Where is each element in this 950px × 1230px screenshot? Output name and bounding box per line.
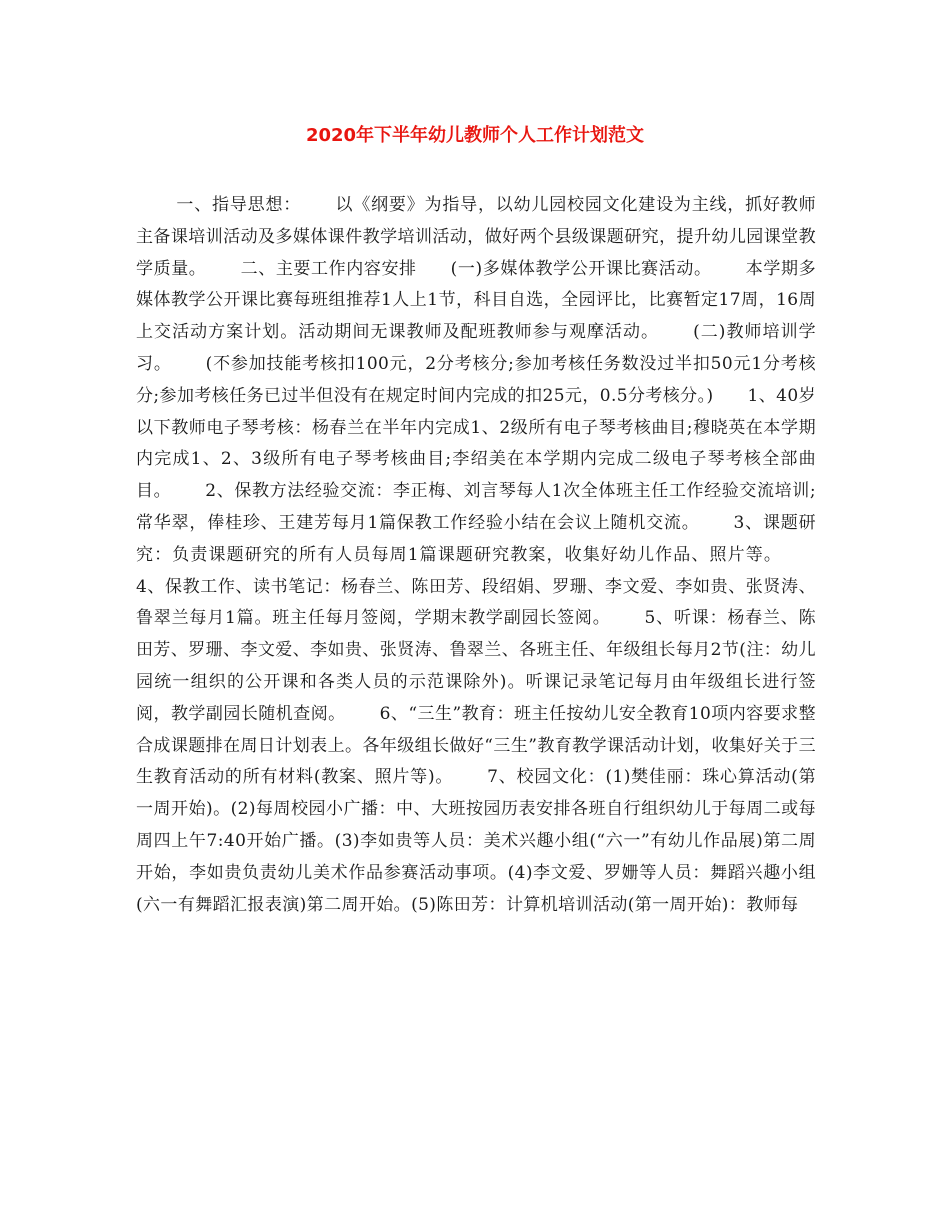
subsection-1-heading: (一)多媒体教学公开课比赛活动。 [450,258,712,279]
item-4: 4、保教工作、读书笔记：杨春兰、陈田芳、段绍娟、罗珊、李文爱、李如贵、张贤涛、鲁翠兰每月1篇。班主任每月签阅，学期末教学副园长签阅。 [136,576,816,629]
item-7: 7、校园文化：(1)樊佳丽：珠心算活动(第一周开始)。(2)每周校园小广播：中、大班按园历表安排各班自行组织幼儿于每周二或每周四上午7:40开始广播。(3)李如贵等人员：美术兴趣小组(“六一”有幼儿作品展)第二周开始，李如贵负责幼儿美术作品参赛活动事项。(4)李文爱、罗姗等人员：舞蹈兴趣小组(六一有舞蹈汇报表演)第二周开始。(5)陈田芳：计算机培训活动(第一周开始)：教师每 [136,767,816,915]
item-6: 6、“三生”教育：班主任按幼儿安全教育10项内容要求整合成课题排在周日计划表上。各年级组长做好“三生”教育教学课活动计划，收集好关于三生教育活动的所有材料(教案、照片等)。 [136,703,816,788]
subsection-2-heading: (二)教师培训学习。 [136,322,816,374]
item-2: 2、保教方法经验交流：李正梅、刘言琴每人1次全体班主任工作经验交流培训;常华翠，俸桂珍、王建芳每月1篇保教工作经验小结在会议上随机交流。 [136,481,816,533]
document-title: 2020年下半年幼儿教师个人工作计划范文 [305,125,645,146]
subsection-2-text: (不参加技能考核扣100元，2分考核分;参加考核任务数没过半扣50元1分考核分;参加考核任务已过半但没有在规定时间内完成的扣25元，0.5分考核分。) [136,353,816,406]
item-1: 1、40岁以下教师电子琴考核：杨春兰在半年内完成1、2级所有电子琴考核曲目;穆晓英在本学期内完成1、2、3级所有电子琴考核曲目;李绍美在本学期内完成二级电子琴考核全部曲目。 [136,385,816,502]
item-5: 5、听课：杨春兰、陈田芳、罗珊、李文爱、李如贵、张贤涛、鲁翠兰、各班主任、年级组长每月2节(注：幼儿园统一组织的公开课和各类人员的示范课除外)。听课记录笔记每月由年级组长进行签阅，教学副园长随机查阅。 [136,608,816,724]
section-2-heading: 二、主要工作内容安排 [240,258,417,279]
section-1-text: 以《纲要》为指导，以幼儿园校园文化建设为主线，抓好教师主备课培训活动及多媒体课件教学培训活动，做好两个县级课题研究，提升幼儿园课堂教学质量。 [136,195,816,279]
document-body [136,190,816,921]
subsection-1-text: 本学期多媒体教学公开课比赛每班组推荐1人上1节，科目自选，全园评比，比赛暂定17周，16周上交活动方案计划。活动期间无课教师及配班教师参与观摩活动。 [136,258,816,343]
item-3: 3、课题研究：负责课题研究的所有人员每周1篇课题研究教案，收集好幼儿作品、照片等。 [136,512,816,565]
section-1-heading: 一、指导思想： [176,195,302,215]
